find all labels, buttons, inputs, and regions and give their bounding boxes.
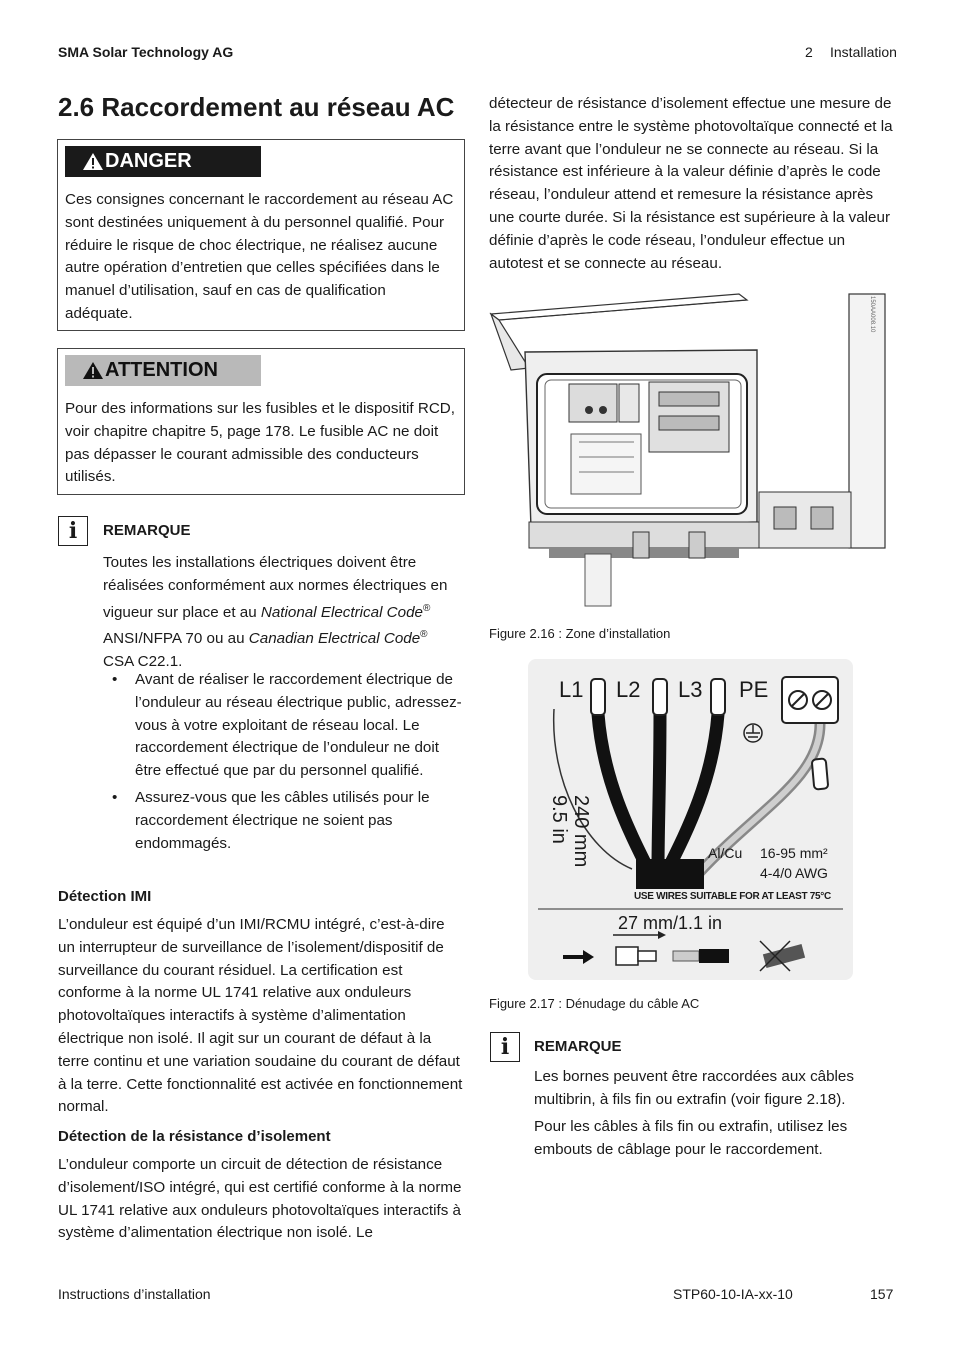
attention-text: Pour des informations sur les fusibles et le dispositif RCD, voir chapitre chapitre 5, page 178. Le fusible AC ne doit pas dépasser le courant admissible des conducteurs utilisés. (65, 400, 455, 486)
size-mm: 16-95 mm² (760, 845, 828, 861)
page-number: 157 (870, 1286, 894, 1302)
list-item: • Avant de réaliser le raccordement électrique de l’onduleur au réseau électrique public, adressez-vous à votre exploitant de réseau local. Le raccordement électrique de l’onduleur ne doit être effectué que par du personnel qualifié. (103, 669, 463, 783)
info-icon: i (490, 1032, 520, 1062)
label-l1: L1 (559, 677, 584, 702)
wire-note: USE WIRES SUITABLE FOR AT LEAST 75°C (634, 891, 831, 902)
info-icon: i (58, 516, 88, 546)
note2-p1: Les bornes peuvent être raccordées aux câbles multibrin, à fils fin ou extrafin (voir figure 2.18). (534, 1068, 854, 1108)
footer-code: STP60-10-IA-xx-10 (673, 1286, 793, 1302)
danger-banner (65, 146, 261, 177)
length-mm: 240 mm (570, 795, 592, 868)
figure-cable-stripping (528, 659, 853, 980)
list-item: • Assurez-vous que les câbles utilisés pour le raccordement électrique ne soient pas endommagés. (103, 787, 463, 855)
figure-code: 150AA008.10 (869, 296, 875, 333)
header-company: SMA Solar Technology AG (58, 44, 234, 60)
material: Al/Cu (708, 845, 743, 861)
label-l3: L3 (678, 677, 703, 702)
iso-text: L’onduleur comporte un circuit de détection de résistance d’isolement/ISO intégré, qui est certifié conforme à la norme UL 1741 relative aux onduleurs photovoltaïques interactifs à système d’alimentation électrique non isolé. Le (58, 1156, 462, 1242)
label-pe: PE (739, 677, 769, 702)
imi-title: Détection IMI (58, 888, 152, 905)
danger-text: Ces consignes concernant le raccordement au réseau AC sont destinées uniquement à du personnel qualifié. Pour réduire le risque de choc électrique, ne réalisez aucune autre opération d’entretien que celles spécifiées dans le manuel d’utilisation, sauf en cas de qualification adéquate. (65, 191, 454, 322)
note2-title: REMARQUE (534, 1038, 622, 1055)
attention-box (57, 348, 465, 495)
imi-text: L’onduleur est équipé d’un IMI/RCMU intégré, c’est-à-dire un interrupteur de surveillance de l’isolement/dispositif de surveillance du courant résiduel. La certification est conforme à la norme UL 1741 relative aux onduleurs photovoltaïques interactifs à système d’alimentation électrique non isolé. Il agit sur un courant de défaut à la terre continu et une variation soudaine du courant de défaut à la terre. Cette fonctionnalité est activée en fonctionnement normal. (58, 916, 463, 1116)
danger-label: DANGER (105, 150, 192, 172)
section-title: 2.6 Raccordement au réseau AC (58, 92, 455, 122)
figure-installation-area (489, 292, 894, 608)
length-in: 9.5 in (548, 795, 570, 844)
note1-body: Toutes les installations électriques doivent être réalisées conformément aux normes électriques en vigueur sur place et au National Electrical Code® ANSI/NFPA 70 ou au Canadian Electrical Code® CSA C22.1. (103, 554, 448, 671)
iso-title: Détection de la résistance d’isolement (58, 1128, 331, 1145)
danger-box (57, 139, 465, 331)
header-chapter-num: 2 (805, 44, 813, 60)
note2-p2: Pour les câbles à fils fin ou extrafin, utilisez les embouts de câblage pour le raccordement. (534, 1118, 848, 1158)
size-awg: 4-4/0 AWG (760, 865, 828, 881)
warning-triangle-icon (82, 152, 104, 171)
attention-label: ATTENTION (105, 359, 218, 381)
figure17-caption: Figure 2.17 : Dénudage du câble AC (489, 996, 700, 1011)
attention-banner (65, 355, 261, 386)
figure16-caption: Figure 2.16 : Zone d’installation (489, 626, 671, 641)
warning-triangle-icon (82, 361, 104, 380)
iso-text-cont: détecteur de résistance d’isolement effectue une mesure de la résistance entre le système photovoltaïque connecté et la terre avant que l’onduleur ne se connecte au réseau. Si la résistance est inférieure à la valeur définie d’après le code réseau, l’onduleur attend et remesure la résistance après une courte durée. Si la résistance est supérieure à la valeur définie d’après le code réseau, l’onduleur effectue un autotest et se connecte au réseau. (489, 95, 893, 272)
strip-length: 27 mm/1.1 in (618, 913, 723, 933)
note1-bullets (103, 669, 463, 859)
footer-doc: Instructions d’installation (58, 1286, 211, 1302)
label-l2: L2 (616, 677, 641, 702)
note1-title: REMARQUE (103, 522, 191, 539)
header-chapter-title: Installation (830, 44, 897, 60)
